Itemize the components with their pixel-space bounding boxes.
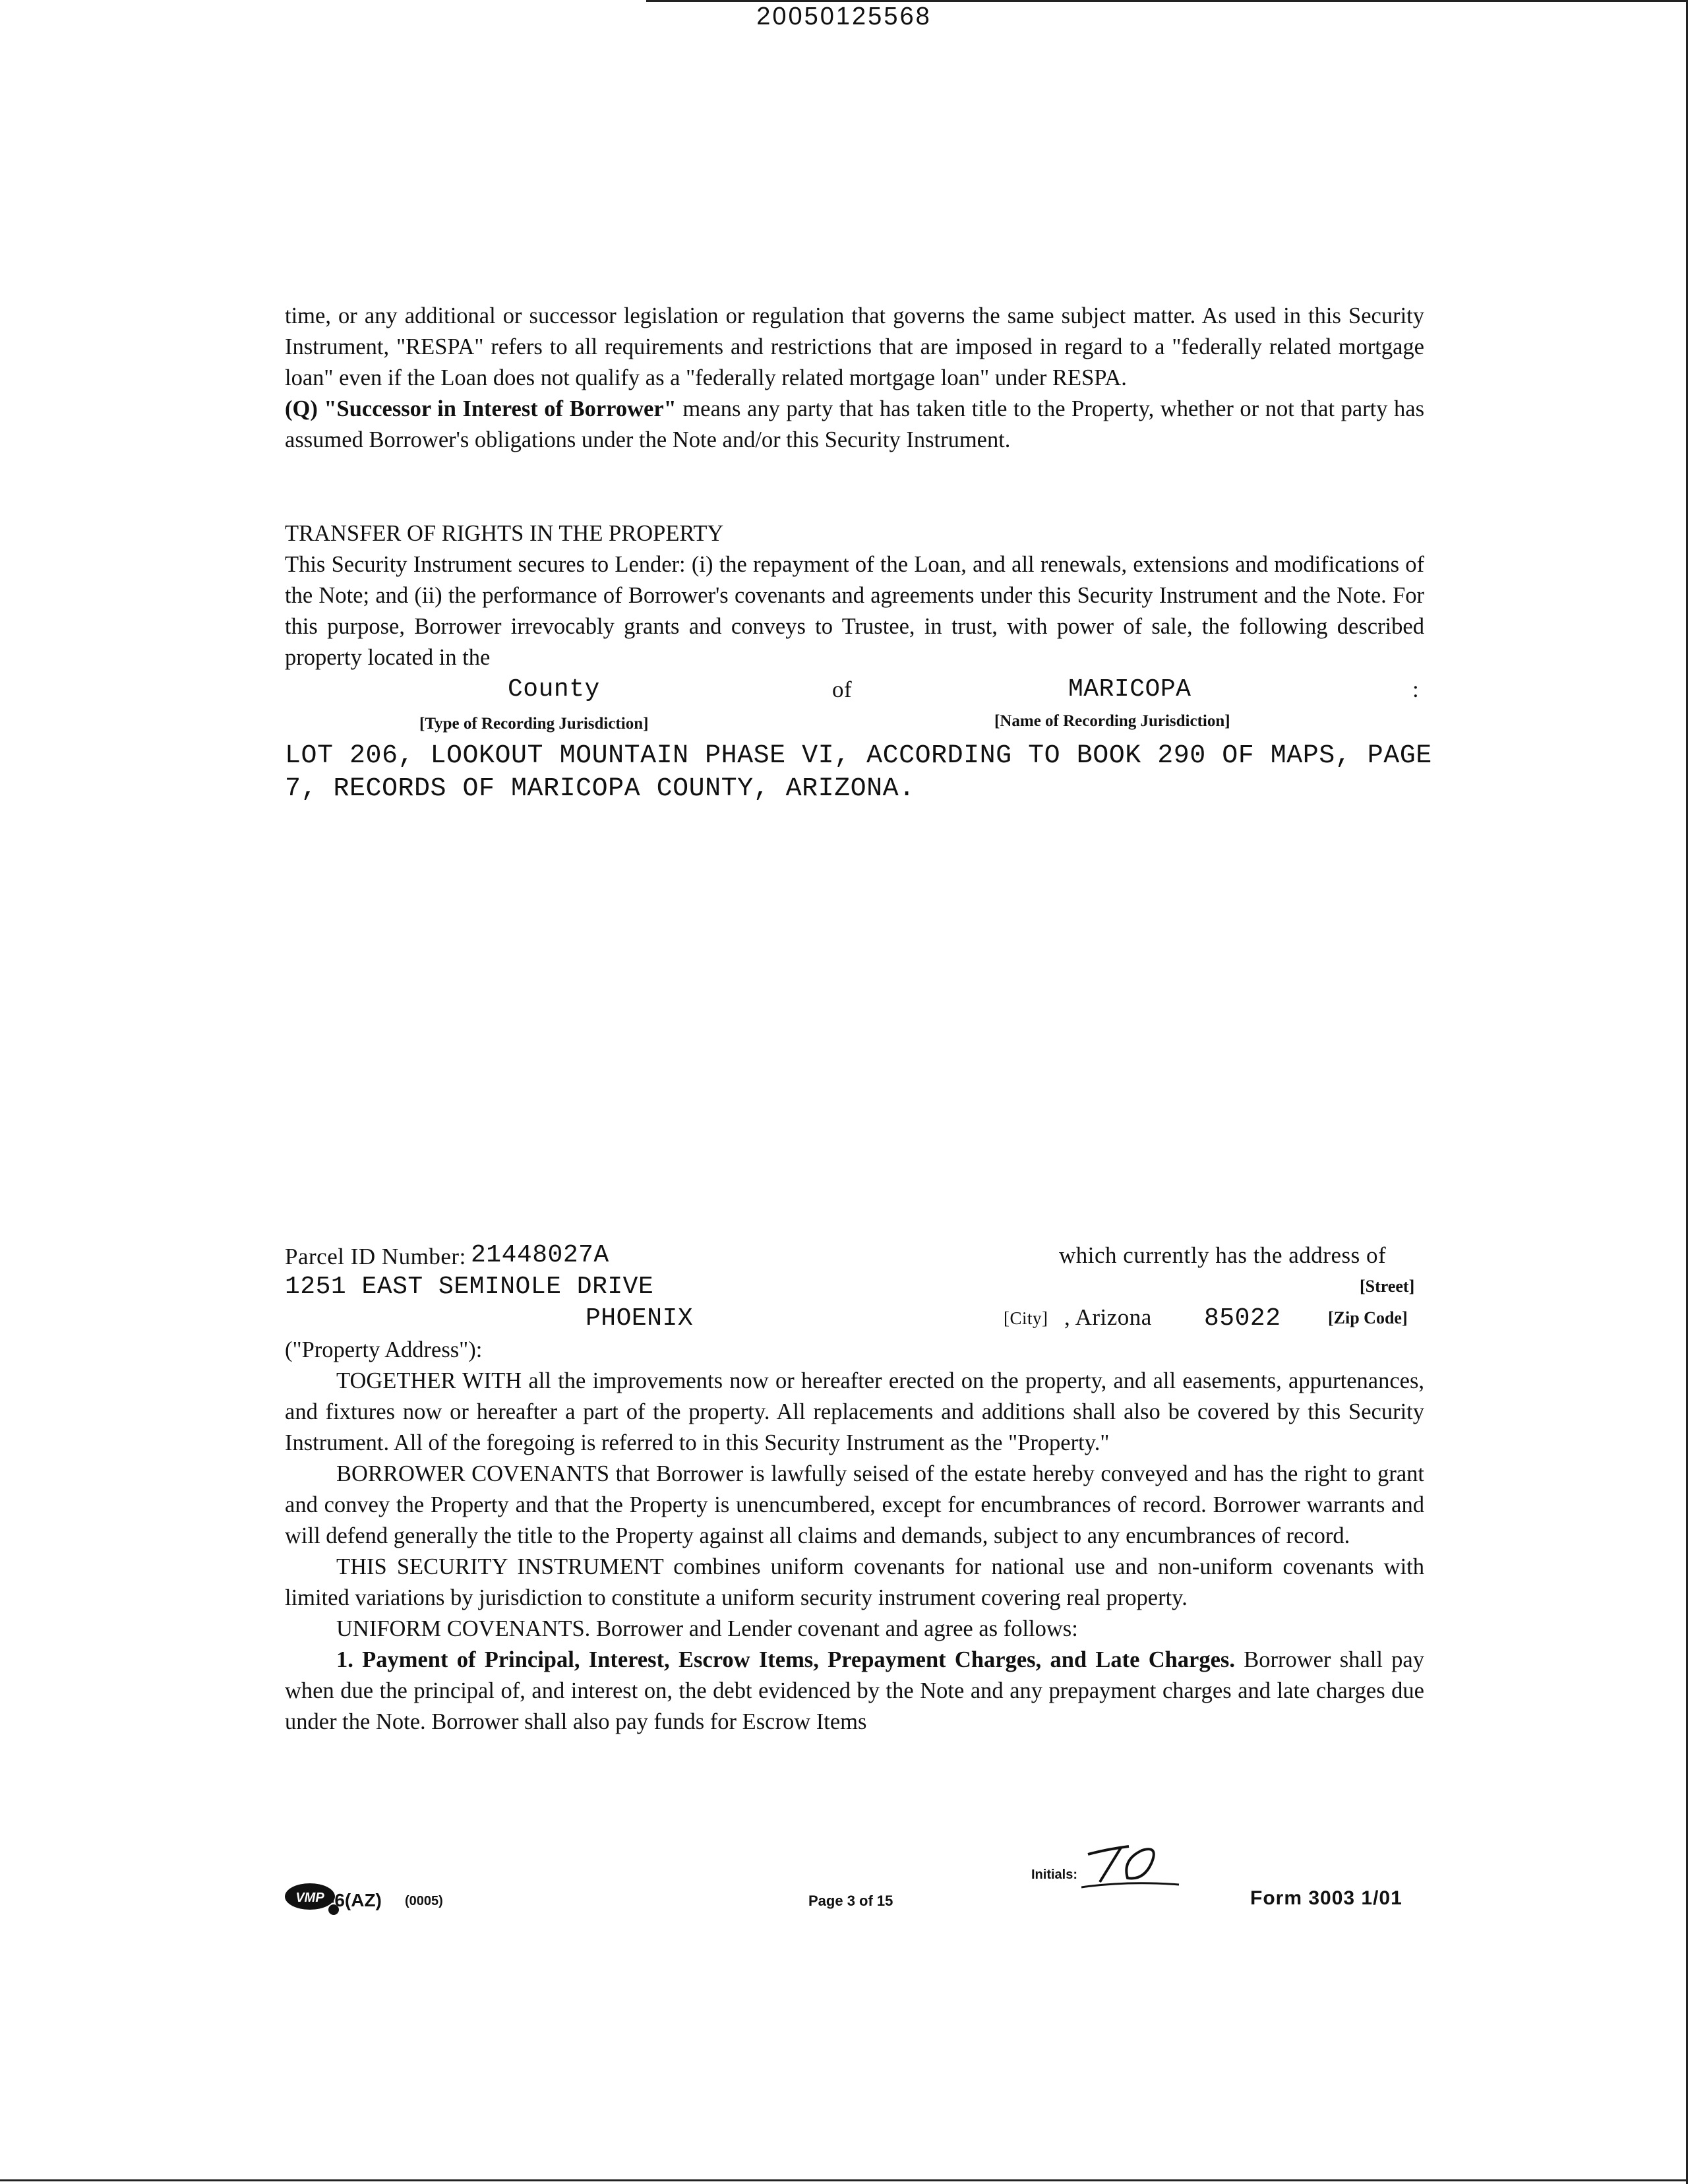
definitions-section [285,301,1424,456]
form-name: Form 3003 1/01 [1250,1887,1402,1909]
respa-definition-continuation: time, or any additional or successor legislation or regulation that governs the same subject matter. As used in this Security Instrument, "RESPA" refers to all requirements and restrictions that are imposed in regard to a "federally related mortgage loan" even if the Loan does not qualify as a "federally related mortgage loan" under RESPA. [285,303,1424,390]
covenant-1-text: Borrower shall pay when due the principal of, and interest on, the debt evidenced by the Note and any prepayment charges and late charges due under the Note. Borrower shall also pay funds for Escrow Items [285,1647,1424,1734]
together-with-paragraph: TOGETHER WITH all the improvements now or hereafter erected on the property, and all easements, appurtenances, and fixtures now or hereafter a part of the property. All replacements and additions shall also be covered by this Security Instrument. All of the foregoing is referred to in this Security Instrument as the "Property." [285,1368,1424,1455]
street-value: 1251 EAST SEMINOLE DRIVE [285,1273,654,1301]
recording-number: 20050125568 [756,3,932,30]
covenants-section [285,1335,1424,1738]
zip-label: [Zip Code] [1328,1308,1408,1327]
scan-edge-top [646,0,1688,2]
street-label: [Street] [1360,1277,1415,1296]
uniform-covenants-paragraph: UNIFORM COVENANTS. Borrower and Lender covenant and agree as follows: [336,1616,1078,1641]
covenant-1-paragraph [285,1645,1424,1738]
borrower-covenants-paragraph: BORROWER COVENANTS that Borrower is lawfully seised of the estate hereby conveyed and has the right to grant and convey the Property and that the Property is unencumbered, except for encumbrances of record. Borrower warrants and will defend generally the title to the Property against all claims and demands, subject to any encumbrances of record. [285,1461,1424,1548]
vmp-logo-text: VMP [295,1891,324,1905]
type-of-jurisdiction-label: [Type of Recording Jurisdiction] [419,715,649,733]
definition-q-term: (Q) "Successor in Interest of Borrower" [285,396,677,421]
address-intro: which currently has the address of [1059,1242,1387,1268]
transfer-paragraph: This Security Instrument secures to Lender: (i) the repayment of the Loan, and all renewals, extensions and modifications of the Note; and (ii) the performance of Borrower's covenants and agreements under this Security Instrument and the Note. For this purpose, Borrower irrevocably grants and conveys to Trustee, in trust, with power of sale, the following described property located in the [285,552,1424,670]
jurisdiction-name-value: MARICOPA [1068,675,1191,704]
jurisdiction-type-value: County [508,675,600,704]
security-instrument-paragraph: THIS SECURITY INSTRUMENT combines uniform covenants for national use and non-uniform covenants with limited variations by jurisdiction to constitute a uniform security instrument covering real property. [285,1554,1424,1610]
legal-description-line-2: 7, RECORDS OF MARICOPA COUNTY, ARIZONA. [285,774,915,804]
definition-q [285,394,1424,456]
jurisdiction-colon: : [1412,677,1420,702]
initials-label: Initials: [1031,1867,1078,1882]
form-code: -6(AZ) [328,1890,382,1910]
page-number: Page 3 of 15 [808,1893,893,1909]
legal-description-line-1: LOT 206, LOOKOUT MOUNTAIN PHASE VI, ACCORDING TO BOOK 290 OF MAPS, PAGE [285,741,1432,771]
zip-value: 85022 [1204,1304,1281,1333]
name-of-jurisdiction-label: [Name of Recording Jurisdiction] [994,712,1230,730]
covenant-1-heading: 1. Payment of Principal, Interest, Escrow Items, Prepayment Charges, and Late Charges. [336,1647,1235,1672]
transfer-section [285,518,1424,673]
initials-signature [1081,1840,1180,1893]
parcel-id-label: Parcel ID Number: [285,1244,466,1269]
jurisdiction-of-word: of [832,677,853,702]
definition-q-text: means any party that has taken title to the Property, whether or not that party has assumed Borrower's obligations under the Note and/or this Security Instrument. [285,396,1424,452]
property-address-label: ("Property Address"): [285,1337,483,1362]
form-version: (0005) [405,1894,443,1908]
parcel-id-value: 21448027A [471,1241,609,1269]
city-label: [City] [1004,1308,1048,1328]
transfer-heading: TRANSFER OF RIGHTS IN THE PROPERTY [285,521,724,546]
state-value: , Arizona [1064,1304,1152,1330]
city-value: PHOENIX [586,1304,694,1333]
scan-edge-bottom [0,2179,1688,2181]
